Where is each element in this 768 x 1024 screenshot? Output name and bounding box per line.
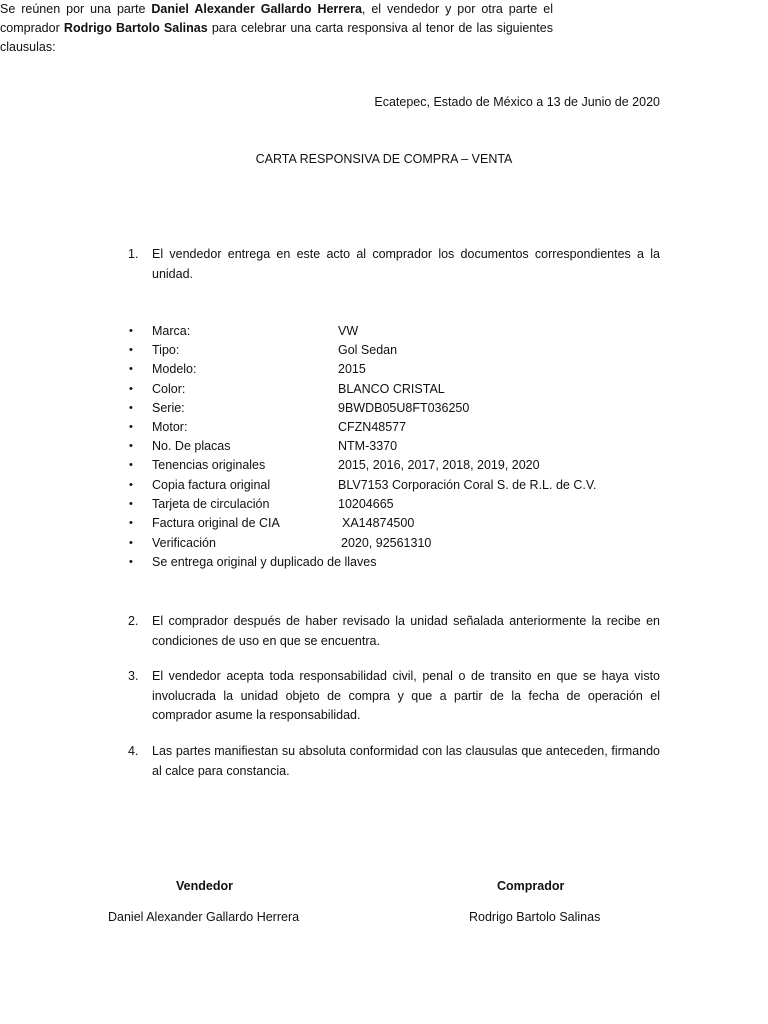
bullet-icon: •: [129, 459, 133, 471]
bullet-icon: •: [129, 479, 133, 491]
item-label-serie: Serie:: [152, 401, 185, 415]
item-label-copia-factura: Copia factura original: [152, 478, 271, 492]
item-label-verificacion: Verificación: [152, 536, 216, 550]
document-title: CARTA RESPONSIVA DE COMPRA – VENTA: [255, 152, 513, 166]
item-label-motor: Motor:: [152, 420, 188, 434]
bullet-icon: •: [129, 517, 133, 529]
bullet-icon: •: [129, 402, 133, 414]
date-line: Ecatepec, Estado de México a 13 de Junio de 2020: [374, 95, 660, 109]
bullet-icon: •: [129, 421, 133, 433]
seller-signature-name: Daniel Alexander Gallardo Herrera: [108, 910, 300, 924]
bullet-icon: •: [129, 325, 133, 337]
item-value-serie: 9BWDB05U8FT036250: [338, 401, 470, 415]
item-label-marca: Marca:: [152, 324, 191, 338]
intro-paragraph: [0, 0, 553, 57]
item-label-tarjeta-circulacion: Tarjeta de circulación: [152, 497, 270, 511]
clause-3-text: El vendedor acepta toda responsabilidad civil, penal o de transito en que se haya visto involucrada la unidad objeto de compra y que a partir de la fecha de operación el comprador asume la responsabilidad.: [152, 669, 660, 722]
item-value-color: BLANCO CRISTAL: [338, 382, 445, 396]
clause-4-text: Las partes manifiestan su absoluta conformidad con las clausulas que anteceden, firmando al calce para constancia.: [152, 744, 660, 778]
clause-1-text: El vendedor entrega en este acto al comprador los documentos correspondientes a la unidad.: [152, 247, 660, 281]
item-label-tenencias: Tenencias originales: [152, 458, 266, 472]
bullet-icon: •: [129, 556, 133, 568]
item-value-tipo: Gol Sedan: [338, 343, 398, 357]
item-label-modelo: Modelo:: [152, 362, 197, 376]
item-label-factura-cia: Factura original de CIA: [152, 516, 280, 530]
clause-3-number: 3.: [128, 669, 139, 683]
item-value-tenencias: 2015, 2016, 2017, 2018, 2019, 2020: [338, 458, 540, 472]
intro-text-1: Se reúnen por una parte: [0, 2, 152, 16]
clause-1-number: 1.: [128, 247, 139, 261]
item-value-verificacion: 2020, 92561310: [341, 536, 432, 550]
item-value-copia-factura: BLV7153 Corporación Coral S. de R.L. de C.V.: [338, 478, 597, 492]
bullet-icon: •: [129, 537, 133, 549]
buyer-role-label: Comprador: [497, 879, 565, 893]
seller-role-label: Vendedor: [176, 879, 233, 893]
buyer-signature-role: [497, 877, 564, 896]
buyer-name-inline: Rodrigo Bartolo Salinas: [63, 21, 208, 35]
item-label-tipo: Tipo:: [152, 343, 180, 357]
bullet-icon: •: [129, 344, 133, 356]
item-value-marca: VW: [338, 324, 359, 338]
item-value-factura-cia: XA14874500: [342, 516, 415, 530]
item-label-placas: No. De placas: [152, 439, 231, 453]
intro-text-2: , el vendedor y por otra parte el comprador: [0, 2, 553, 35]
item-value-tarjeta-circulacion: 10204665: [338, 497, 394, 511]
bullet-icon: •: [129, 363, 133, 375]
item-label-color: Color:: [152, 382, 186, 396]
clause-2-number: 2.: [128, 614, 139, 628]
item-value-placas: NTM-3370: [338, 439, 398, 453]
bullet-icon: •: [129, 383, 133, 395]
item-label-llaves: Se entrega original y duplicado de llaves: [152, 555, 377, 569]
seller-name-inline: Daniel Alexander Gallardo Herrera: [151, 2, 362, 16]
item-value-modelo: 2015: [338, 362, 366, 376]
seller-signature-role: [176, 877, 233, 896]
item-value-motor: CFZN48577: [338, 420, 407, 434]
clause-2-text: El comprador después de haber revisado la unidad señalada anteriormente la recibe en condiciones de uso en que se encuentra.: [152, 614, 660, 648]
bullet-icon: •: [129, 498, 133, 510]
buyer-signature-name: Rodrigo Bartolo Salinas: [469, 910, 601, 924]
intro-text-3: para celebrar una carta responsiva al tenor de las siguientes clausulas:: [0, 21, 553, 54]
clause-4-number: 4.: [128, 744, 139, 758]
bullet-icon: •: [129, 440, 133, 452]
